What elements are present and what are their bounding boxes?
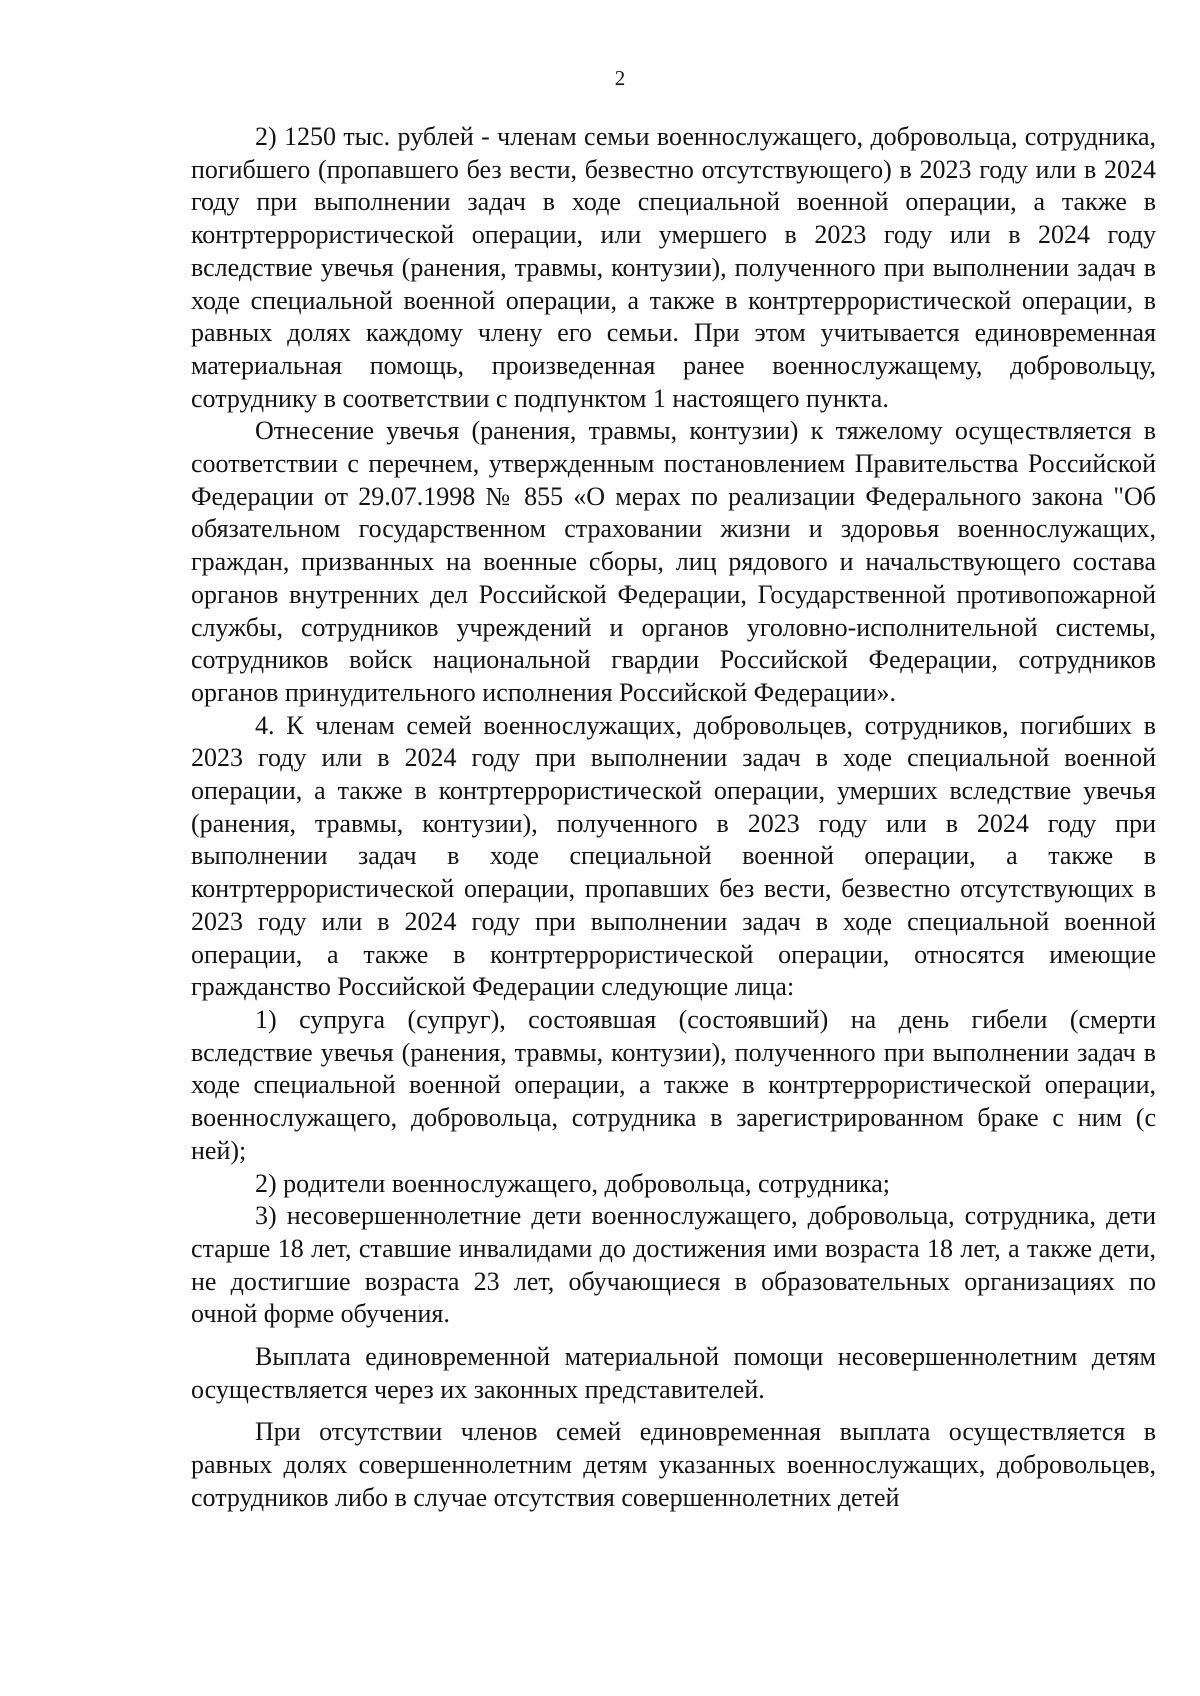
page-number: 2 [614,66,626,90]
paragraph-children: 3) несовершеннолетние дети военнослужащего, добровольца, сотрудника, дети старше 18 лет, ставшие инвалидами до достижения ими возраста 18 лет, а также дети, не достигшие возраста 23 лет, обучающиеся в образовательных организациях по очной форме обучения. [191,1201,1156,1329]
paragraph-absence-of-family: При отсутствии членов семей единовременная выплата осуществляется в равных долях совершеннолетним детям указанных военнослужащих, добровольцев, сотрудников либо в случае отсутствия совершеннолетних детей [191,1417,1156,1512]
paragraph-minor-payment: Выплата единовременной материальной помощи несовершеннолетним детям осуществляется через их законных представителей. [191,1342,1156,1404]
paragraph-injury-classification: Отнесение увечья (ранения, травмы, контузии) к тяжелому осуществляется в соответствии с перечнем, утвержденным постановлением Правительства Российской Федерации от 29.07.1998 № 855 «О мерах по реализации Федерального закона "Об обязательном государственном страховании жизни и здоровья военнослужащих, граждан, призванных на военные сборы, лиц рядового и начальствующего состава органов внутренних дел Российской Федерации, Государственной противопожарной службы, сотрудников учреждений и органов уголовно-исполнительной системы, сотрудников войск национальной гвардии Российской Федерации, сотрудников органов принудительного исполнения Российской Федерации». [191,416,1156,707]
paragraph-spouse: 1) супруга (супруг), состоявшая (состоявший) на день гибели (смерти вследствие увечья (ранения, травмы, контузии), полученного при выполнении задач в ходе специальной военной операции, а также в контртеррористической операции, военнослужащего, добровольца, сотрудника в зарегистрированном браке с ним (с ней); [191,1004,1156,1165]
document-body [191,121,1156,1515]
paragraph-amount-1250: 2) 1250 тыс. рублей - членам семьи военнослужащего, добровольца, сотрудника, погибшего (пропавшего без вести, безвестно отсутствующего) в 2023 году или в 2024 году при выполнении задач в ходе специальной военной операции, а также в контртеррористической операции, или умершего в 2023 году или в 2024 году вследствие увечья (ранения, травмы, контузии), полученного при выполнении задач в ходе специальной военной операции, а также в контртеррористической операции, в равных долях каждому члену его семьи. При этом учитывается единовременная материальная помощь, произведенная ранее военнослужащему, добровольцу, сотруднику в соответствии с подпунктом 1 настоящего пункта. [191,122,1156,413]
paragraph-parents: 2) родители военнослужащего, добровольца, сотрудника; [255,1168,890,1198]
paragraph-family-members-clause-4: 4. К членам семей военнослужащих, добровольцев, сотрудников, погибших в 2023 году или в 2024 году при выполнении задач в ходе специальной военной операции, а также в контртеррористической операции, умерших вследствие увечья (ранения, травмы, контузии), полученного в 2023 году или в 2024 году при выполнении задач в ходе специальной военной операции, а также в контртеррористической операции, пропавших без вести, безвестно отсутствующих в 2023 году или в 2024 году при выполнении задач в ходе специальной военной операции, а также в контртеррористической операции, относятся имеющие гражданство Российской Федерации следующие лица: [191,710,1156,1002]
